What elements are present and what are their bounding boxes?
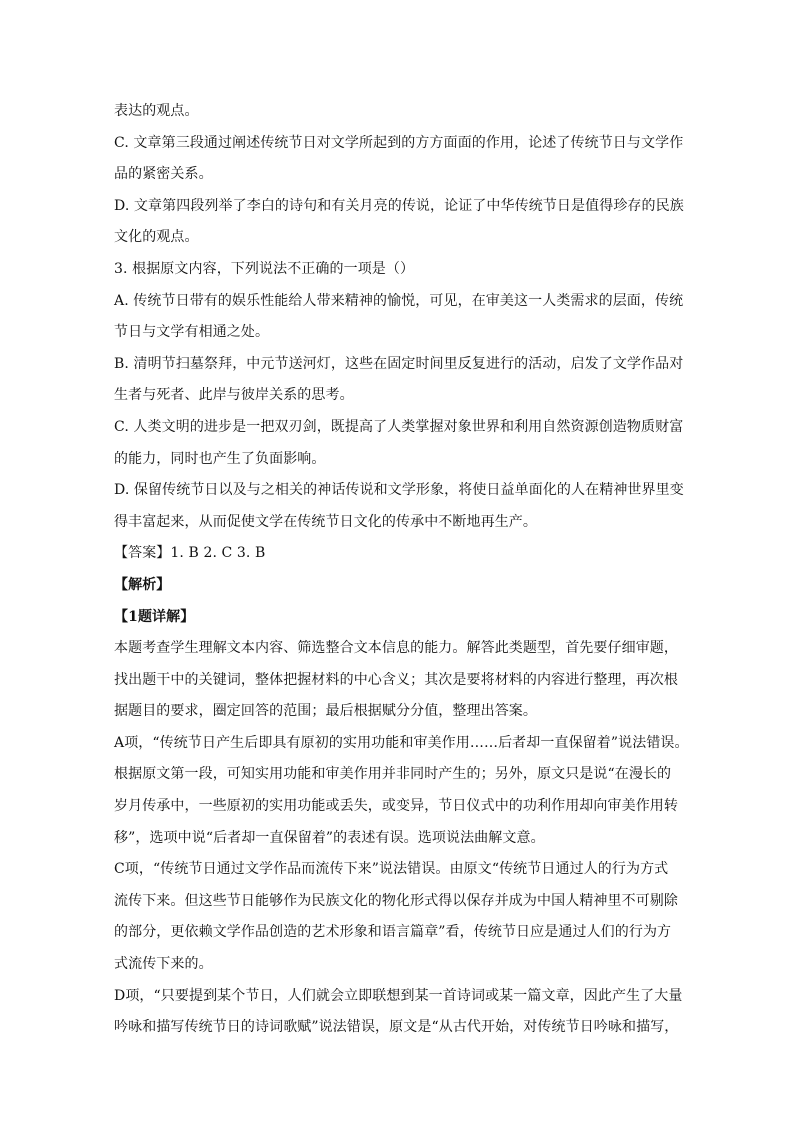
text-line: 根据原文第一段，可知实用功能和审美作用并非同时产生的；另外，原文只是说“在漫长的 xyxy=(114,766,672,783)
text-line: 【1题详解】 xyxy=(114,608,195,625)
text-line: 岁月传承中，一些原初的实用功能或丢失，或变异，节日仪式中的功利作用却向审美作用转 xyxy=(114,798,678,815)
text-line: 得丰富起来，从而促使文学在传统节日文化的传承中不断地再生产。 xyxy=(114,513,537,530)
text-line: 移”，选项中说“后者却一直保留着”的表述有误。选项说法曲解文意。 xyxy=(114,829,545,846)
text-line: 本题考查学生理解文本内容、筛选整合文本信息的能力。解答此类题型，首先要仔细审题， xyxy=(114,640,678,657)
text-line: A项，“传统节日产生后即具有原初的实用功能和审美作用……后者却一直保留着”说法错误。 xyxy=(114,734,689,751)
document-page xyxy=(114,96,689,1044)
text-line: D. 保留传统节日以及与之相关的神话传说和文学形象，将使日益单面化的人在精神世界里变 xyxy=(114,482,684,499)
text-line: 式流传下来的。 xyxy=(114,956,213,973)
text-line: 的部分，更依赖文学作品创造的艺术形象和语言篇章”看，传统节日应是通过人们的行为方 xyxy=(114,924,672,941)
text-line: 品的紧密关系。 xyxy=(114,166,213,183)
text-line: 找出题干中的关键词，整体把握材料的中心含义；其次是要将材料的内容进行整理，再次根 xyxy=(114,671,678,688)
text-line: 生者与死者、此岸与彼岸关系的思考。 xyxy=(114,387,354,404)
text-line: 【解析】 xyxy=(114,576,171,593)
text-line: 文化的观点。 xyxy=(114,229,199,246)
text-line: 3. 根据原文内容，下列说法不正确的一项是（） xyxy=(114,260,415,277)
text-line: D项，“只要提到某个节日，人们就会立即联想到某一首诗词或某一篇文章，因此产生了大量 xyxy=(114,987,683,1004)
text-line: 表达的观点。 xyxy=(114,103,199,119)
text-line: C项，“传统节日通过文学作品而流传下来”说法错误。由原文“传统节日通过人的行为方式 xyxy=(114,861,669,878)
text-line: D. 文章第四段列举了李白的诗句和有关月亮的传说，论证了中华传统节日是值得珍存的民族 xyxy=(114,197,684,214)
text-line: 【答案】1. B 2. C 3. B xyxy=(114,545,266,562)
text-line: 据题目的要求，圈定回答的范围；最后根据赋分分值，整理出答案。 xyxy=(114,703,537,720)
text-line: A. 传统节日带有的娱乐性能给人带来精神的愉悦，可见，在审美这一人类需求的层面，传统 xyxy=(114,292,684,309)
text-line: 的能力，同时也产生了负面影响。 xyxy=(114,450,326,467)
text-line: C. 人类文明的进步是一把双刃剑，既提高了人类掌握对象世界和利用自然资源创造物质财富 xyxy=(114,418,684,435)
text-line: 流传下来。但这些节日能够作为民族文化的物化形式得以保存并成为中国人精神里不可剔除 xyxy=(114,892,678,909)
text-line: B. 清明节扫墓祭拜，中元节送河灯，这些在固定时间里反复进行的活动，启发了文学作品对 xyxy=(114,355,684,372)
text-line: C. 文章第三段通过阐述传统节日对文学所起到的方方面面的作用，论述了传统节日与文学作 xyxy=(114,134,684,151)
text-line: 节日与文学有相通之处。 xyxy=(114,324,270,341)
text-line: 吟咏和描写传统节日的诗词歌赋”说法错误，原文是“从古代开始，对传统节日吟咏和描写， xyxy=(114,1019,679,1036)
